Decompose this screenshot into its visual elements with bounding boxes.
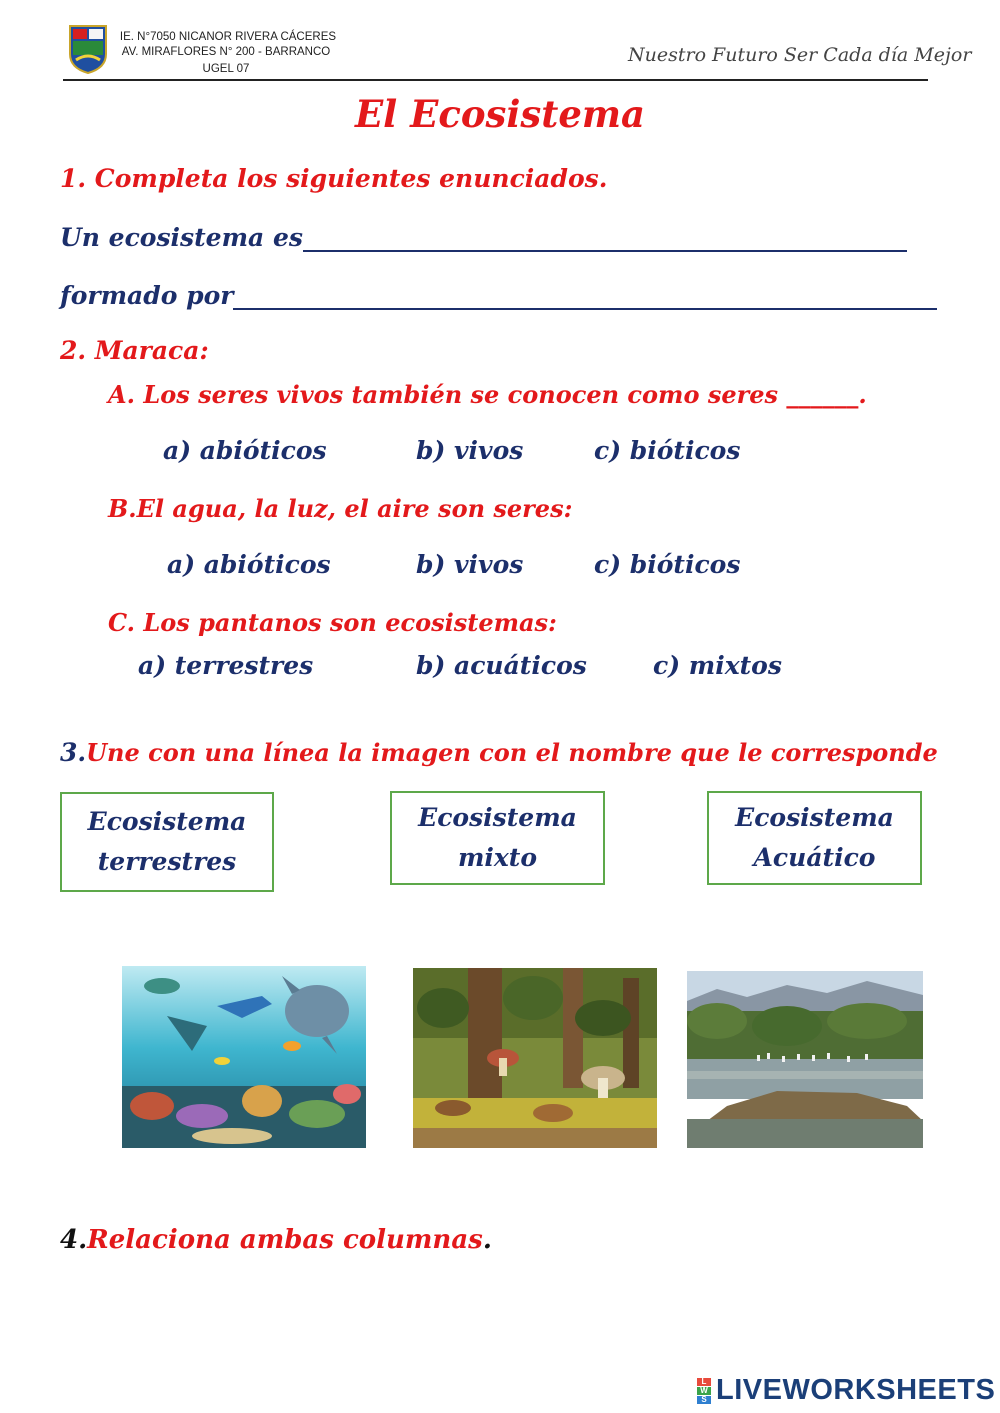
q2-b-text: B.El agua, la luz, el aire son seres: bbox=[108, 494, 573, 523]
q1-line1 bbox=[60, 222, 907, 252]
logo-letter-l: L bbox=[697, 1378, 711, 1386]
q2-c-option-1[interactable]: a) terrestres bbox=[138, 651, 314, 680]
liveworksheets-brand[interactable]: LIVEWORKSHEETS bbox=[716, 1374, 996, 1406]
q3-heading-row bbox=[60, 738, 938, 767]
q1-line1-label: Un ecosistema es bbox=[60, 223, 303, 252]
q2-c-text: C. Los pantanos son ecosistemas: bbox=[108, 608, 557, 637]
box-ecosistema-mixto[interactable] bbox=[390, 791, 605, 885]
wetland-image[interactable] bbox=[687, 971, 923, 1148]
forest-image[interactable] bbox=[413, 968, 657, 1148]
logo-letter-s: S bbox=[697, 1396, 711, 1404]
page-title: El Ecosistema bbox=[354, 92, 646, 136]
q2-b-option-3[interactable]: c) bióticos bbox=[594, 550, 741, 579]
box-acuatico-label: Ecosistema Acuático bbox=[735, 803, 894, 872]
q4-number: 4. bbox=[60, 1225, 88, 1255]
school-address: AV. MIRAFLORES N° 200 - BARRANCO bbox=[121, 46, 331, 58]
q2-heading: 2. Maraca: bbox=[60, 336, 209, 365]
q4-heading: Relaciona ambas columnas bbox=[87, 1225, 483, 1255]
q4-period: . bbox=[482, 1225, 492, 1255]
q1-line2 bbox=[60, 280, 937, 310]
q2-c-option-3[interactable]: c) mixtos bbox=[653, 651, 782, 680]
underwater-image[interactable] bbox=[122, 966, 366, 1148]
q3-number: 3. bbox=[60, 738, 87, 767]
q1-blank1[interactable] bbox=[303, 222, 907, 252]
logo-letter-w: W bbox=[697, 1387, 711, 1395]
q2-a-option-1[interactable]: a) abióticos bbox=[163, 436, 327, 465]
box-ecosistema-acuatico[interactable] bbox=[707, 791, 922, 885]
q4-heading-row bbox=[60, 1225, 492, 1255]
q2-b-option-2[interactable]: b) vivos bbox=[416, 550, 524, 579]
q1-heading: 1. Completa los siguientes enunciados. bbox=[60, 164, 608, 193]
q2-b-option-1[interactable]: a) abióticos bbox=[167, 550, 331, 579]
box-ecosistema-terrestres[interactable] bbox=[60, 792, 274, 892]
school-name: IE. N°7050 NICANOR RIVERA CÁCERES bbox=[119, 31, 337, 43]
box-terrestres-label: Ecosistema terrestres bbox=[87, 807, 247, 876]
school-ugel: UGEL 07 bbox=[202, 63, 250, 75]
q2-c-option-2[interactable]: b) acuáticos bbox=[416, 651, 587, 680]
header-divider bbox=[63, 79, 928, 81]
q2-a-option-2[interactable]: b) vivos bbox=[416, 436, 524, 465]
q1-line2-label: formado por bbox=[60, 281, 234, 310]
q1-blank2[interactable] bbox=[233, 280, 937, 310]
q3-heading: Une con una línea la imagen con el nombre que le corresponde bbox=[86, 738, 938, 767]
school-motto: Nuestro Futuro Ser Cada día Mejor bbox=[628, 44, 972, 66]
box-mixto-label: Ecosistema mixto bbox=[418, 803, 577, 872]
q2-a-option-3[interactable]: c) bióticos bbox=[594, 436, 741, 465]
q2-a-text: A. Los seres vivos también se conocen como seres ______. bbox=[108, 380, 867, 409]
